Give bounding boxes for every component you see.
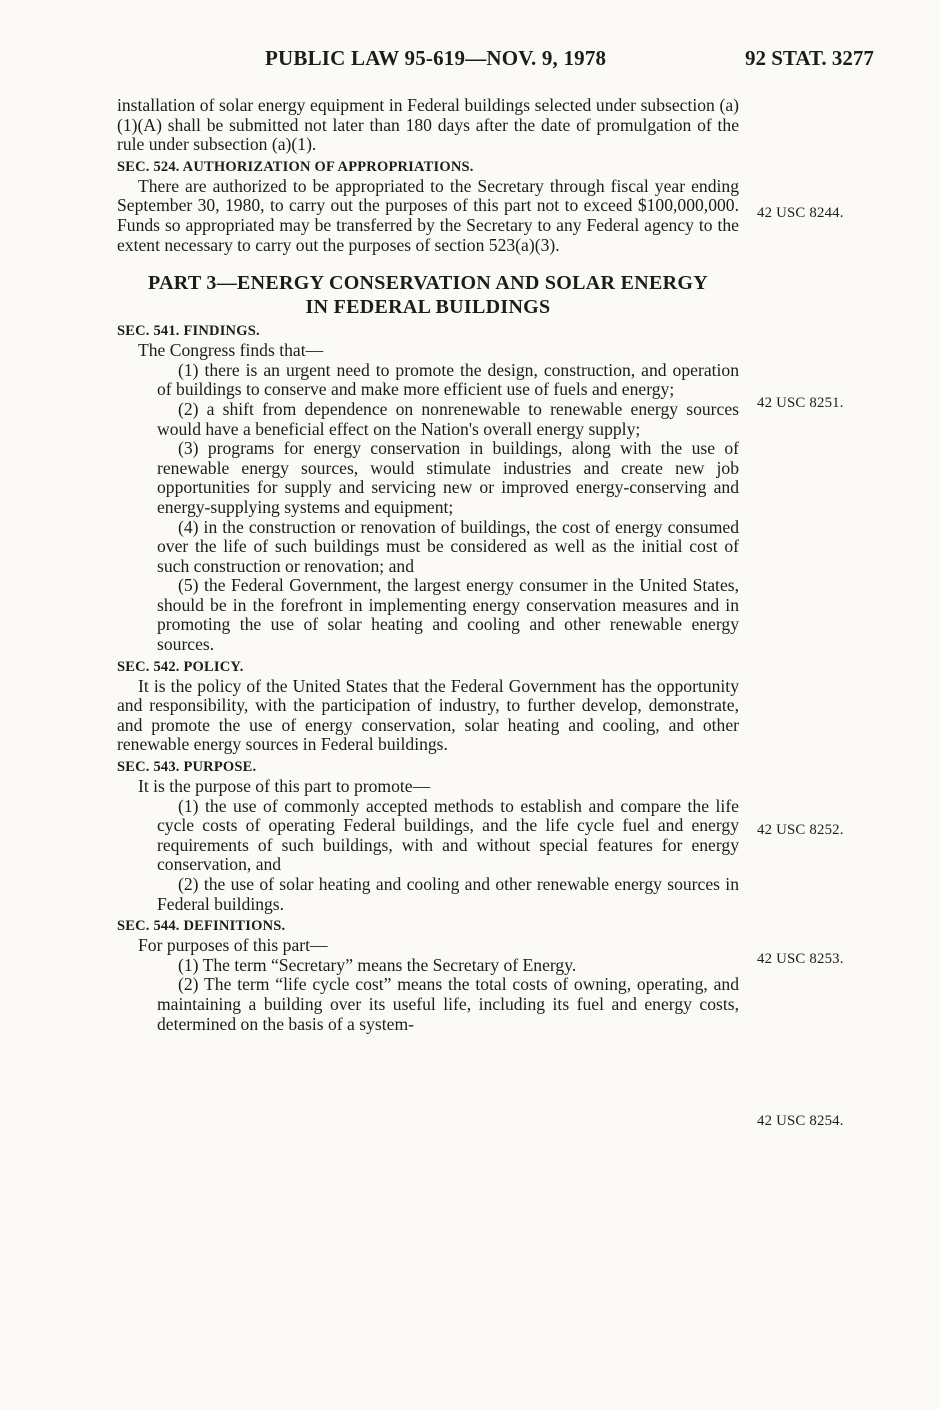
finding-item: (5) the Federal Government, the largest energy consumer in the United States, should be in the forefront in implementing energy conservation measures and in promoting the use of solar heating and cooling and other renewable energy sources.	[157, 575, 739, 655]
part-3-heading	[117, 271, 739, 319]
section-543-lead: It is the purpose of this part to promote—	[138, 776, 431, 797]
section-541-lead: The Congress finds that—	[138, 340, 324, 361]
margin-note-sec543: 42 USC 8253.	[757, 951, 844, 967]
section-heading-524: SEC. 524. AUTHORIZATION OF APPROPRIATIONS.	[117, 158, 474, 175]
finding-item: (4) in the construction or renovation of buildings, the cost of energy consumed over the life of such buildings must be considered as well as the initial cost of such construction or renovation; and	[157, 516, 739, 576]
definition-item: (2) The term “life cycle cost” means the total costs of owning, operating, and maintaining a building over its useful life, including its fuel and energy costs, determined on the basis of a system-	[157, 974, 739, 1034]
section-524-text: There are authorized to be appropriated to the Secretary through fiscal year ending September 30, 1980, to carry out the purposes of this part not to exceed $100,000,000. Funds so appropriated may be transferred by the Secretary to any Federal agency to the extent necessary to carry out the purposes of section 523(a)(3).	[117, 175, 739, 255]
section-544-lead: For purposes of this part—	[138, 935, 328, 956]
running-head	[0, 46, 940, 76]
purpose-item: (2) the use of solar heating and cooling and other renewable energy sources in Federal buildings.	[157, 874, 739, 914]
finding-item: (2) a shift from dependence on nonrenewable to renewable energy sources would have a beneficial effect on the Nation's overall energy supply;	[157, 398, 739, 439]
margin-note-sec544: 42 USC 8254.	[757, 1113, 844, 1129]
part-3-heading-line2: IN FEDERAL BUILDINGS	[305, 296, 551, 319]
running-head-title: PUBLIC LAW 95-619—NOV. 9, 1978	[265, 46, 607, 70]
definition-item: (1) The term “Secretary” means the Secretary of Energy.	[178, 954, 577, 975]
statute-page-number: 92 STAT. 3277	[745, 46, 874, 70]
section-heading-542: SEC. 542. POLICY.	[117, 658, 244, 675]
intro-paragraph: installation of solar energy equipment in Federal buildings selected under subsection (a)(1)(A) shall be submitted not later than 180 days after the date of promulgation of the rule under subsection (a)(1).	[117, 95, 739, 155]
section-heading-543: SEC. 543. PURPOSE.	[117, 759, 257, 776]
margin-note-sec541: 42 USC 8251.	[757, 395, 844, 411]
section-542-text: It is the policy of the United States that the Federal Government has the opportunity and responsibility, with the participation of industry, to further develop, demonstrate, and promote the use of energy conservation, solar heating and cooling, and other renewable energy sources in Federal buildings.	[117, 675, 739, 755]
finding-item: (3) programs for energy conservation in buildings, along with the use of renewable energy sources, would stimulate industries and create new job opportunities for supply and servicing new or improved energy-conserving and energy-supplying systems and equipment;	[157, 438, 739, 517]
section-heading-544: SEC. 544. DEFINITIONS.	[117, 918, 286, 935]
body-text-column	[117, 96, 739, 1034]
section-heading-541: SEC. 541. FINDINGS.	[117, 323, 260, 340]
purpose-item: (1) the use of commonly accepted methods to establish and compare the life cycle costs of operating Federal buildings, and the life cycle fuel and energy requirements of such buildings, with and without special features for energy conservation, and	[157, 795, 739, 875]
part-3-heading-line1: PART 3—ENERGY CONSERVATION AND SOLAR ENERGY	[148, 272, 708, 295]
margin-note-sec524: 42 USC 8244.	[757, 205, 844, 221]
finding-item: (1) there is an urgent need to promote the design, construction, and operation of buildings to conserve and make more efficient use of fuels and energy;	[157, 359, 739, 400]
margin-note-sec542: 42 USC 8252.	[757, 822, 844, 838]
